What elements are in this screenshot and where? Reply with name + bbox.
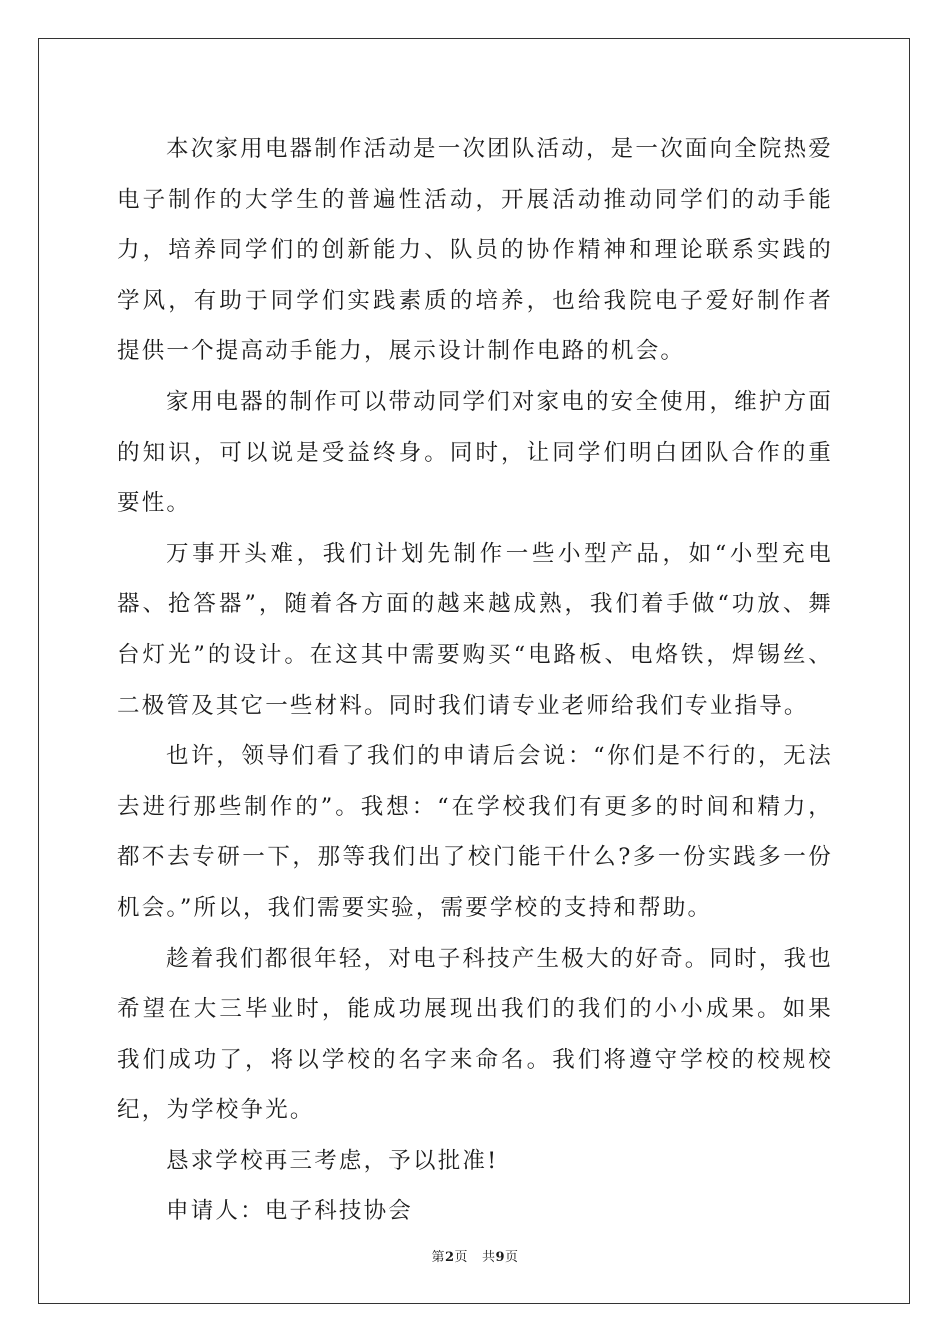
page-total: 9 bbox=[495, 1250, 506, 1265]
paragraph-request: 恳求学校再三考虑，予以批准! bbox=[166, 1147, 499, 1174]
paragraph-response: 也许，领导们看了我们的申请后会说：“你们是不行的，无法去进行那些制作的”。我想：“在学校我们有更多的时间和精力，都不去专研一下，那等我们出了校门能干什么?多一份实践多一份机会。”所以，我们需要实验，需要学校的支持和帮助。 bbox=[117, 743, 833, 921]
paragraph-aspiration: 趁着我们都很年轻，对电子科技产生极大的好奇。同时，我也希望在大三毕业时，能成功展现出我们的我们的小小成果。如果我们成功了，将以学校的名字来命名。我们将遵守学校的校规校纪，为学校争光。 bbox=[117, 945, 833, 1124]
total-unit: 页 bbox=[505, 1250, 519, 1265]
document-body bbox=[117, 124, 833, 1237]
page-prefix: 第 bbox=[431, 1250, 445, 1265]
paragraph-plan: 万事开头难，我们计划先制作一些小型产品，如“小型充电器、抢答器”，随着各方面的越来越成熟，我们着手做“功放、舞台灯光”的设计。在这其中需要购买“电路板、电烙铁，焊锡丝、二极管及其它一些材料。同时我们请专业老师给我们专业指导。 bbox=[117, 540, 833, 719]
page-current: 2 bbox=[444, 1250, 455, 1265]
total-prefix: 共 bbox=[481, 1250, 496, 1265]
paragraph-benefits: 家用电器的制作可以带动同学们对家电的安全使用，维护方面的知识，可以说是受益终身。同时，让同学们明白团队合作的重要性。 bbox=[117, 388, 833, 517]
paragraph-intro: 本次家用电器制作活动是一次团队活动，是一次面向全院热爱电子制作的大学生的普遍性活动，开展活动推动同学们的动手能力，培养同学们的创新能力、队员的协作精神和理论联系实践的学风，有助于同学们实践素质的培养，也给我院电子爱好制作者提供一个提高动手能力，展示设计制作电路的机会。 bbox=[117, 136, 833, 365]
paragraph-applicant: 申请人：电子科技协会 bbox=[166, 1198, 414, 1225]
page-footer bbox=[0, 1246, 950, 1265]
page-unit: 页 bbox=[454, 1250, 469, 1265]
